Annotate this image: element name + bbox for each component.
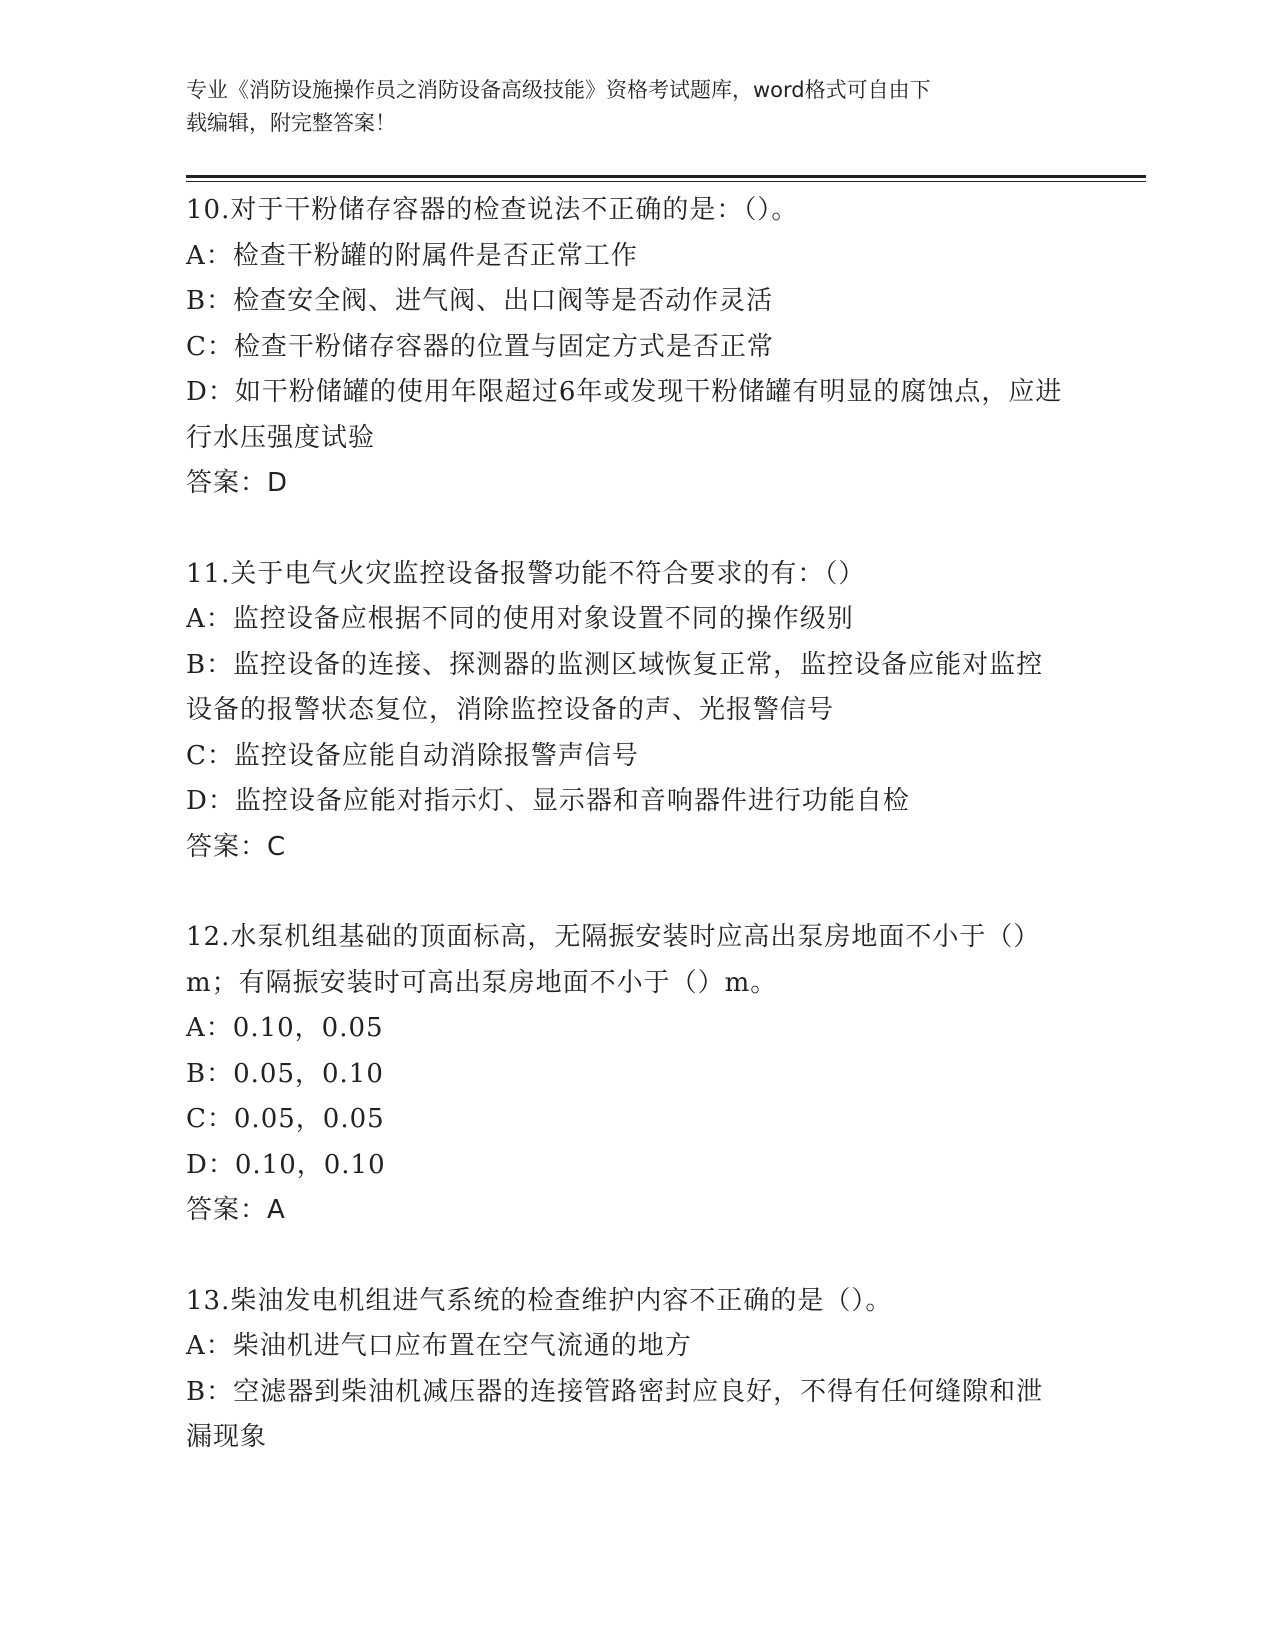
question-13 <box>186 1279 1066 1461</box>
option-b: B：检查安全阀、进气阀、出口阀等是否动作灵活 <box>186 286 774 316</box>
document-header <box>186 74 1066 140</box>
header-line-1: 专业《消防设施操作员之消防设备高级技能》资格考试题库，word格式可自由下 <box>186 78 931 102</box>
header-divider-thick <box>186 175 1146 178</box>
question-stem: 10.对于干粉储存容器的检查说法不正确的是：（）。 <box>186 195 799 225</box>
answer: 答案：D <box>186 468 289 498</box>
answer: 答案：C <box>186 831 287 862</box>
question-stem: 12.水泵机组基础的顶面标高，无隔振安装时应高出泵房地面不小于（）m；有隔振安装时可高出泵房地面不小于（）m。 <box>186 922 1041 998</box>
option-b: B：0.05，0.10 <box>186 1058 384 1089</box>
option-c: C：0.05，0.05 <box>186 1104 385 1134</box>
option-b: B：空滤器到柴油机减压器的连接管路密封应良好，不得有任何缝隙和泄漏现象 <box>186 1376 1044 1452</box>
option-c: C：监控设备应能自动消除报警声信号 <box>186 740 639 771</box>
option-b: B：监控设备的连接、探测器的监测区域恢复正常，监控设备应能对监控设备的报警状态复位，消除监控设备的声、光报警信号 <box>186 649 1044 725</box>
option-a: A：柴油机进气口应布置在空气流通的地方 <box>186 1331 692 1361</box>
option-d: D：监控设备应能对指示灯、显示器和音响器件进行功能自检 <box>186 786 910 816</box>
option-c: C：检查干粉储存容器的位置与固定方式是否正常 <box>186 331 774 362</box>
option-a: A：监控设备应根据不同的使用对象设置不同的操作级别 <box>186 604 854 634</box>
option-a: A：0.10，0.05 <box>186 1013 384 1043</box>
option-a: A：检查干粉罐的附属件是否正常工作 <box>186 240 638 271</box>
answer: 答案：A <box>186 1195 286 1225</box>
question-11 <box>186 552 1066 871</box>
header-line-2: 载编辑，附完整答案！ <box>186 111 396 135</box>
question-12 <box>186 915 1066 1234</box>
question-stem: 11.关于电气火灾监控设备报警功能不符合要求的有：（） <box>186 558 866 589</box>
header-divider-thin <box>186 181 1146 182</box>
option-d: D：0.10，0.10 <box>186 1149 386 1180</box>
option-d: D：如干粉储罐的使用年限超过6年或发现干粉储罐有明显的腐蚀点，应进行水压强度试验 <box>186 377 1063 453</box>
question-10 <box>186 188 1066 507</box>
question-stem: 13.柴油发电机组进气系统的检查维护内容不正确的是（）。 <box>186 1285 893 1316</box>
question-list <box>186 188 1066 1506</box>
